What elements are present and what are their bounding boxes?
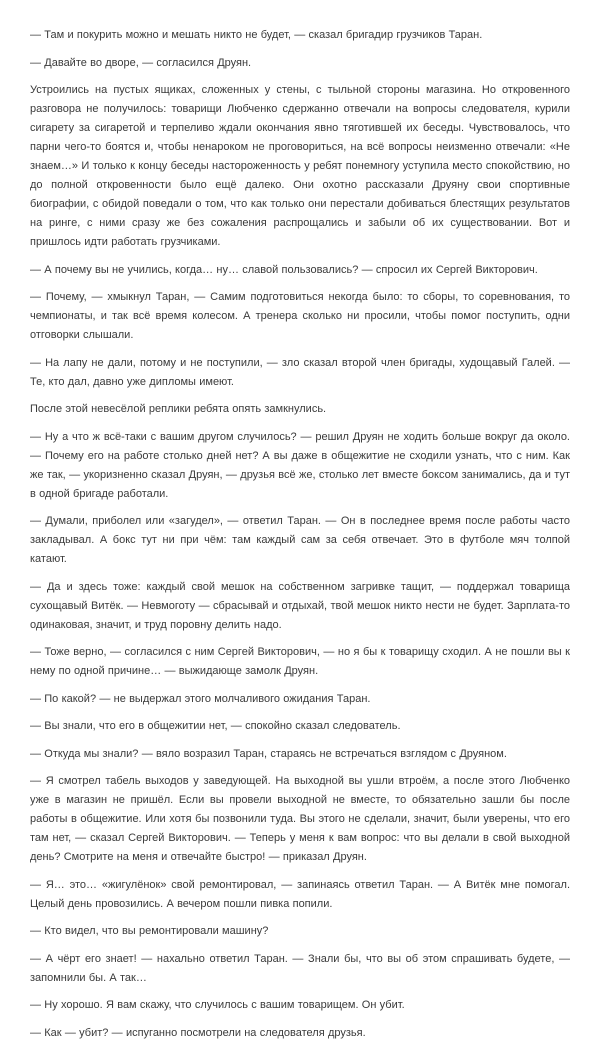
paragraph: Устроились на пустых ящиках, сложенных у стены, с тыльной стороны магазина. Но откровенного разговора не получилось: товарищи Любченко сдержанно отвечали на вопросы следователя, курили сигарету за сигаретой и терпеливо ждали окончания явно тяготившей их беседы. Чувствовалось, что парни чего-то боятся и, чтобы ненароком не проговориться, на всё вопросы неизменно отвечали: «Не знаем…» И только к концу беседы настороженность у ребят понемногу уступила место спокойствию, но до полной откровенности было ещё далеко. Они охотно рассказали Друяну свои спортивные биографии, с обидой поведали о том, что как только они перестали добиваться блестящих результатов на ринге, с ними сразу же без сожаления распрощались и забыли об их существовании. Вот и пришлось идти работать грузчиками. [30, 84, 570, 248]
paragraph: — Да и здесь тоже: каждый свой мешок на собственном загривке тащит, — поддержал товарища сухощавый Витёк. — Невмоготу — сбрасывай и отдыхай, твой мешок никто нести не будет. Зарплата-то одинаковая, значит, и труд поровну делить надо. [30, 580, 570, 631]
paragraph: — Откуда мы знали? — вяло возразил Таран, стараясь не встречаться взглядом с Друяном. [30, 747, 507, 760]
paragraph: — А почему вы не учились, когда… ну… славой пользовались? — спросил их Сергей Викторович. [30, 263, 538, 276]
paragraph: — Там и покурить можно и мешать никто не будет, — сказал бригадир грузчиков Таран. [30, 29, 483, 41]
paragraph: — По какой? — не выдержал этого молчаливого ожидания Таран. [30, 692, 371, 705]
paragraph: — Тоже верно, — согласился с ним Сергей Викторович, — но я бы к товарищу сходил. А не пошли вы к нему по одной причине… — выжидающе замолк Друян. [30, 646, 570, 677]
paragraph: — А чёрт его знает! — нахально ответил Таран. — Знали бы, что вы об этом спрашивать будете, — запомнили бы. А так… [30, 952, 570, 984]
paragraph: — Почему, — хмыкнул Таран, — Самим подготовиться некогда было: то сборы, то соревнования, то чемпионаты, и так всё время колесом. А тренера сколько ни просили, чтобы помог поступить, одни отговорки слышали. [30, 291, 570, 341]
body-text-column [30, 26, 570, 1043]
paragraph: — Вы знали, что его в общежитии нет, — спокойно сказал следователь. [30, 720, 401, 732]
paragraph: — Ну хорошо. Я вам скажу, что случилось с вашим товарищем. Он убит. [30, 999, 405, 1011]
paragraph: — Кто видел, что вы ремонтировали машину? [30, 925, 269, 937]
paragraph: — Ну а что ж всё-таки с вашим другом случилось? — решил Друян не ходить больше вокруг да около. — Почему его на работе столько дней нет? А вы даже в общежитие не сходили узнать, что с ним. Как же так, — укоризненно сказал Друян, — друзья всё же, столько лет вместе боксом занимались, да и тут в одной бригаде работали. [30, 430, 570, 500]
paragraph: — Я… это… «жигулёнок» свой ремонтировал, — запинаясь ответил Таран. — А Витёк мне помогал. Целый день провозились. А вечером пошли пивка попили. [30, 878, 570, 910]
paragraph: — На лапу не дали, потому и не поступили, — зло сказал второй член бригады, худощавый Галей. — Те, кто дал, давно уже дипломы имеют. [30, 356, 570, 388]
paragraph: — Давайте во дворе, — согласился Друян. [30, 56, 252, 69]
paragraph: — Как — убит? — испуганно посмотрели на следователя друзья. [30, 1026, 366, 1039]
paragraph: — Думали, приболел или «загудел», — ответил Таран. — Он в последнее время после работы часто закладывал. А бокс тут ни при чём: там каждый сам за себя отвечает. Это в футболе мяч толпой катают. [30, 515, 570, 565]
paragraph: После этой невесёлой реплики ребята опять замкнулись. [30, 403, 327, 415]
paragraph: — Я смотрел табель выходов у заведующей. На выходной вы ушли втроём, а после этого Любченко уже в магазин не пришёл. Если вы провели выходной не вместе, то обязательно зашли бы после работы в общежитие. Или хотя бы позвонили туда. Вы этого не сделали, значит, были уверены, что его там нет, — сказал Сергей Викторович. — Теперь у меня к вам вопрос: что вы делали в свой выходной день? Смотрите на меня и отвечайте быстро! — приказал Друян. [30, 775, 570, 863]
